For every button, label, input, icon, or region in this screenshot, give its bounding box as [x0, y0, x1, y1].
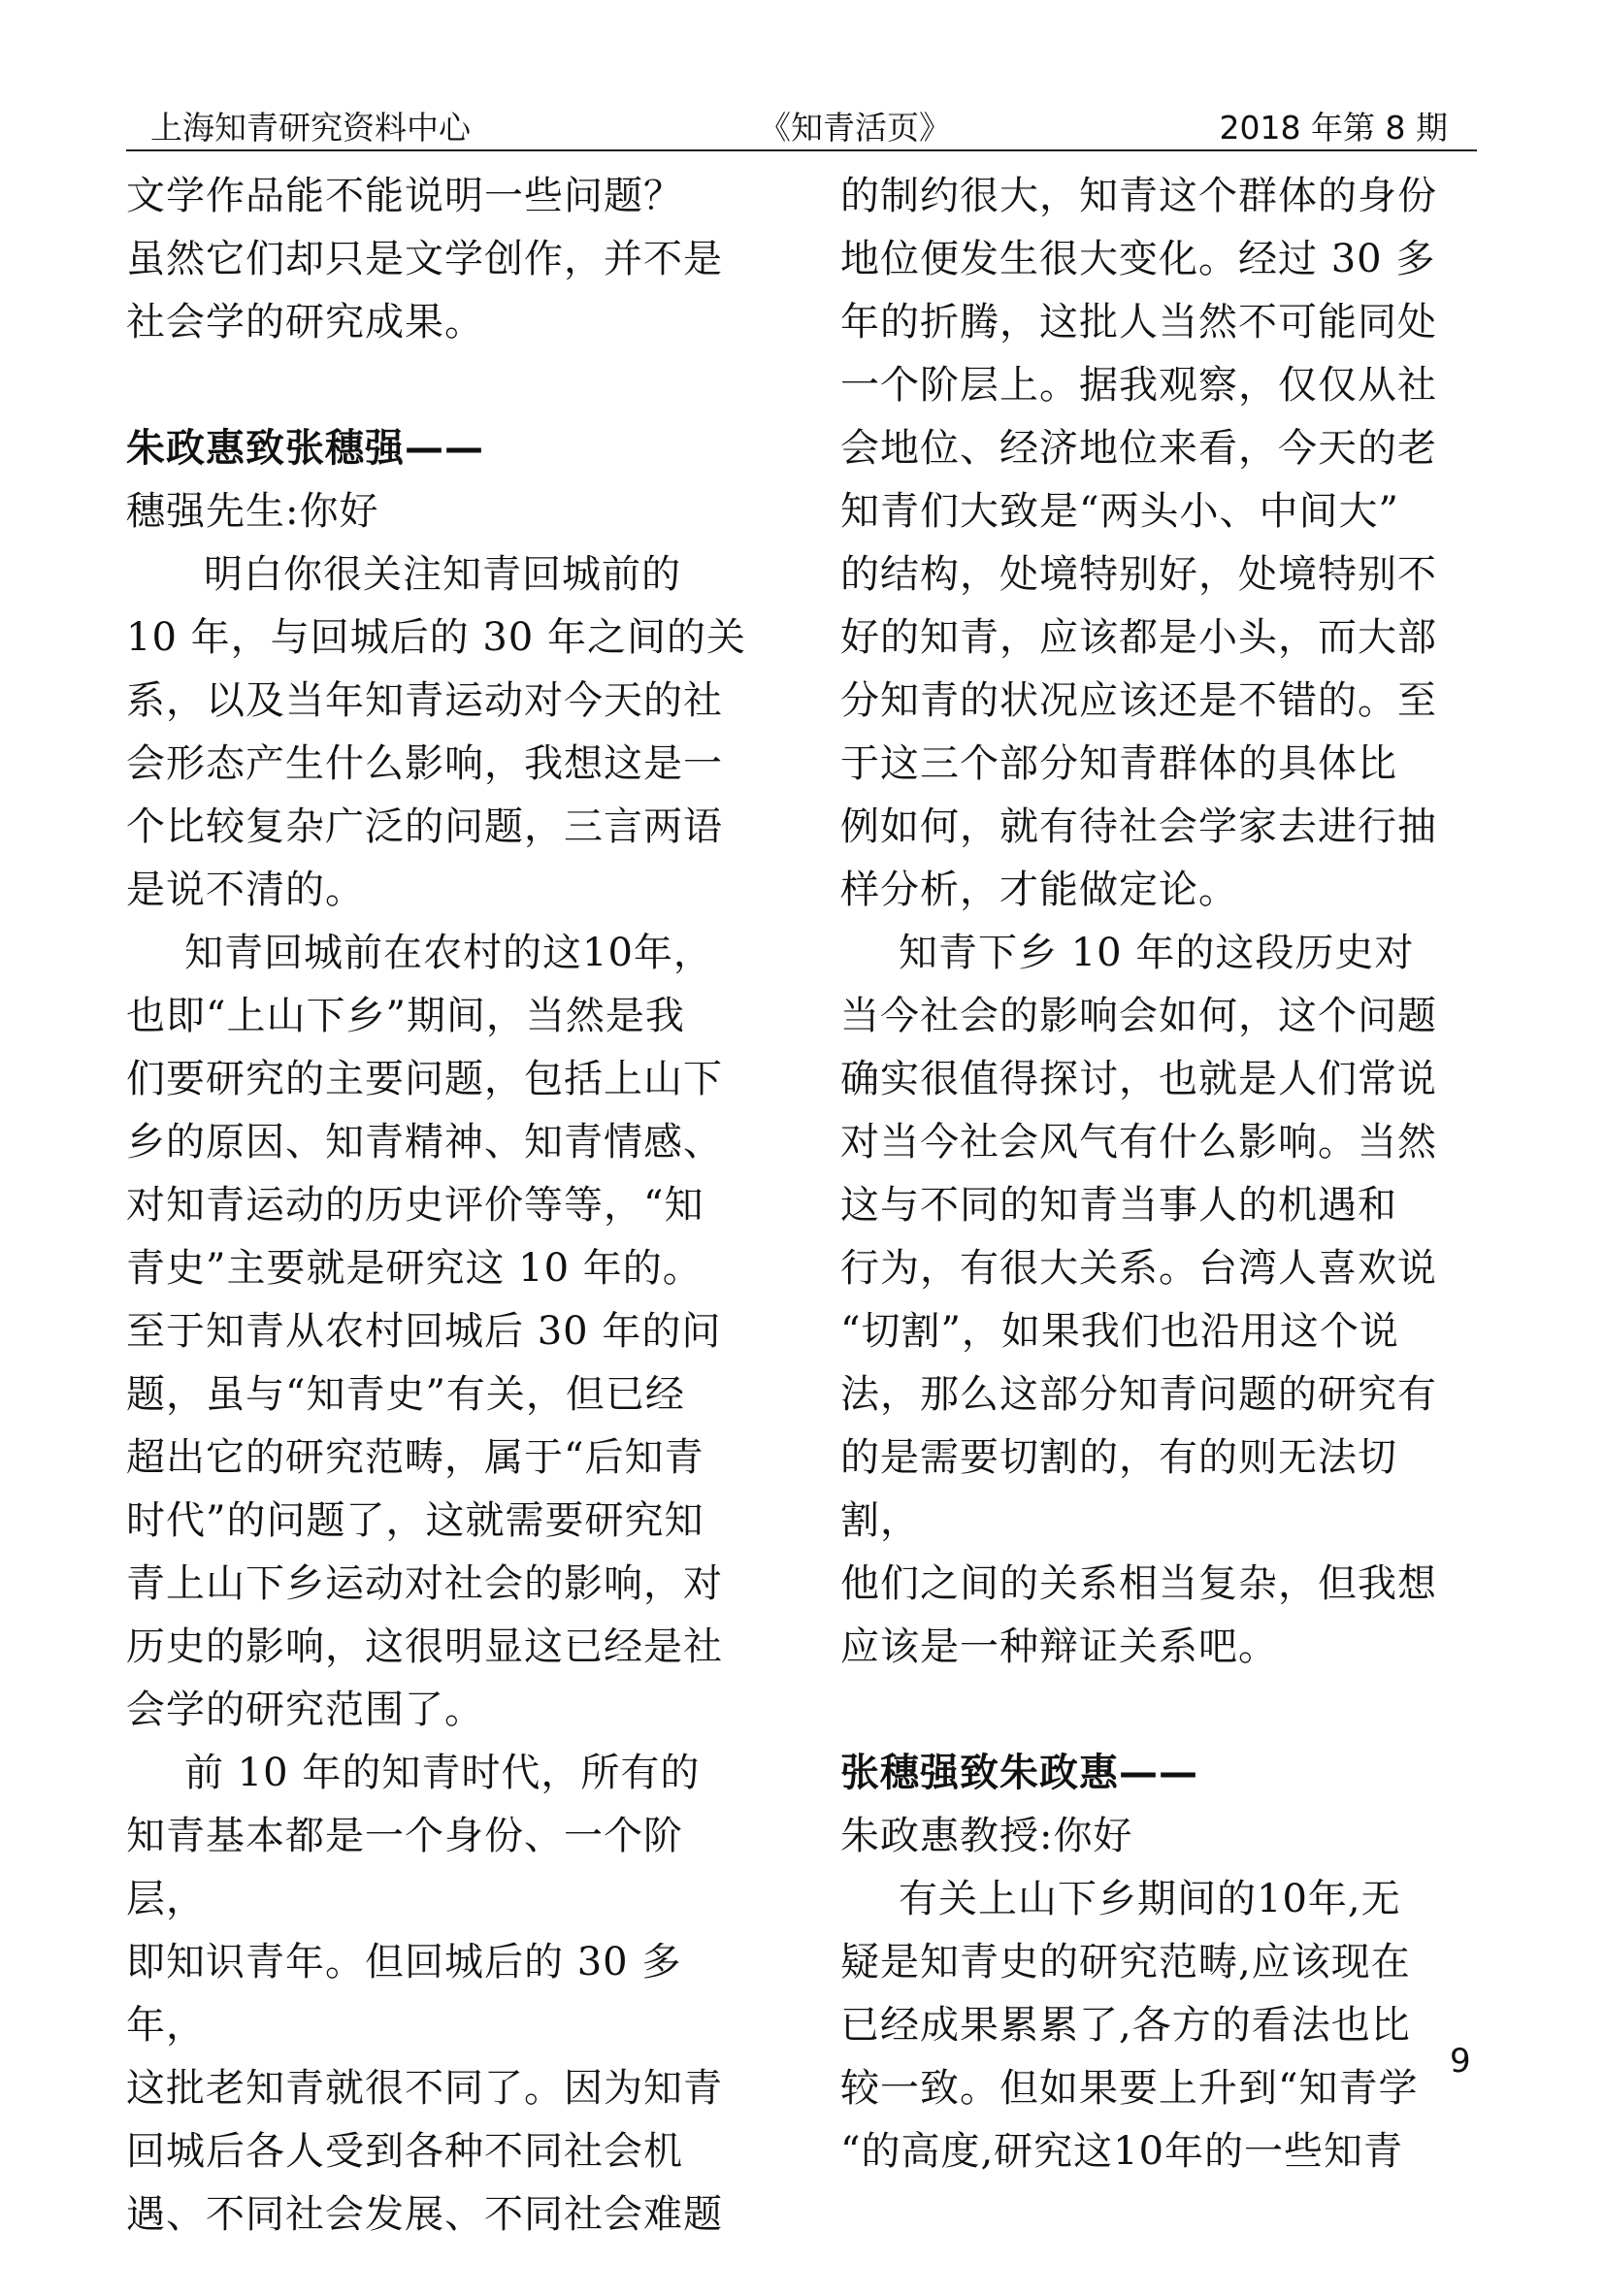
header-organization: 上海知青研究资料中心 — [150, 109, 471, 147]
letter-heading: 张穗强致朱政惠—— — [840, 1751, 1198, 1795]
paragraph: 明白你很关注知青回城前的 10 年，与回城后的 30 年之间的关 系，以及当年知青运动对今天的社 会形态产生什么影响，我想这是一 个比较复杂广泛的问题，三言两语 是说不清的。 — [126, 552, 746, 912]
letter-salutation: 朱政惠教授:你好 — [840, 1814, 1133, 1858]
paragraph: 有关上山下乡期间的10年,无 疑是知青史的研究范畴,应该现在 已经成果累累了,各方的看法也比 较一致。但如果要上升到“知青学 “的高度,研究这10年的一些知青 — [840, 1877, 1419, 2174]
continued-paragraph: 文学作品能不能说明一些问题？ 虽然它们却只是文学创作，并不是 社会学的研究成果。 — [126, 174, 723, 344]
letter-heading: 朱政惠致张穗强—— — [126, 426, 484, 471]
page-header — [126, 95, 1477, 151]
left-column — [126, 165, 759, 2247]
header-publication-title: 《知青活页》 — [759, 109, 951, 147]
page-number: 9 — [1450, 2042, 1471, 2081]
paragraph: 前 10 年的知青时代，所有的 知青基本都是一个身份、一个阶层， 即知识青年。但回城后的 30 多年， 这批老知青就很不同了。因为知青 回城后各人受到各种不同社会机 遇、不同社会发展、不同社会难题 — [126, 1751, 723, 2237]
header-issue: 2018 年第 8 期 — [1219, 109, 1448, 147]
paragraph: 知青下乡 10 年的这段历史对 当今社会的影响会如何，这个问题 确实很值得探讨，也就是人们常说 对当今社会风气有什么影响。当然 这与不同的知青当事人的机遇和 行为，有很大关系。台湾人喜欢说 “切割”，如果我们也沿用这个说 法，那么这部分知青问题的研究有 的是需要切割的，有的则无法切割， 他们之间的关系相当复杂，但我想 应该是一种辩证关系吧。 — [840, 931, 1437, 1669]
paragraph: 知青回城前在农村的这10年， 也即“上山下乡”期间，当然是我 们要研究的主要问题，包括上山下 乡的原因、知青精神、知青情感、 对知青运动的历史评价等等，“知 青史”主要就是研究这 10 年的。 至于知青从农村回城后 30 年的问 题，虽与“知青史”有关，但已经 超出它的研究范畴，属于“后知青 时代”的问题了，这就需要研究知 青上山下乡运动对社会的影响，对 历史的影响，这很明显这已经是社 会学的研究范围了。 — [126, 931, 723, 1732]
right-column — [840, 165, 1473, 2183]
continued-paragraph: 的制约很大，知青这个群体的身份 地位便发生很大变化。经过 30 多 年的折腾，这批人当然不可能同处 一个阶层上。据我观察，仅仅从社 会地位、经济地位来看，今天的老 知青们大致是“两头小、中间大” 的结构，处境特别好，处境特别不 好的知青，应该都是小头，而大部 分知青的状况应该还是不错的。至 于这三个部分知青群体的具体比 例如何，就有待社会学家去进行抽 样分析，才能做定论。 — [840, 174, 1437, 912]
letter-salutation: 穗强先生:你好 — [126, 489, 379, 534]
